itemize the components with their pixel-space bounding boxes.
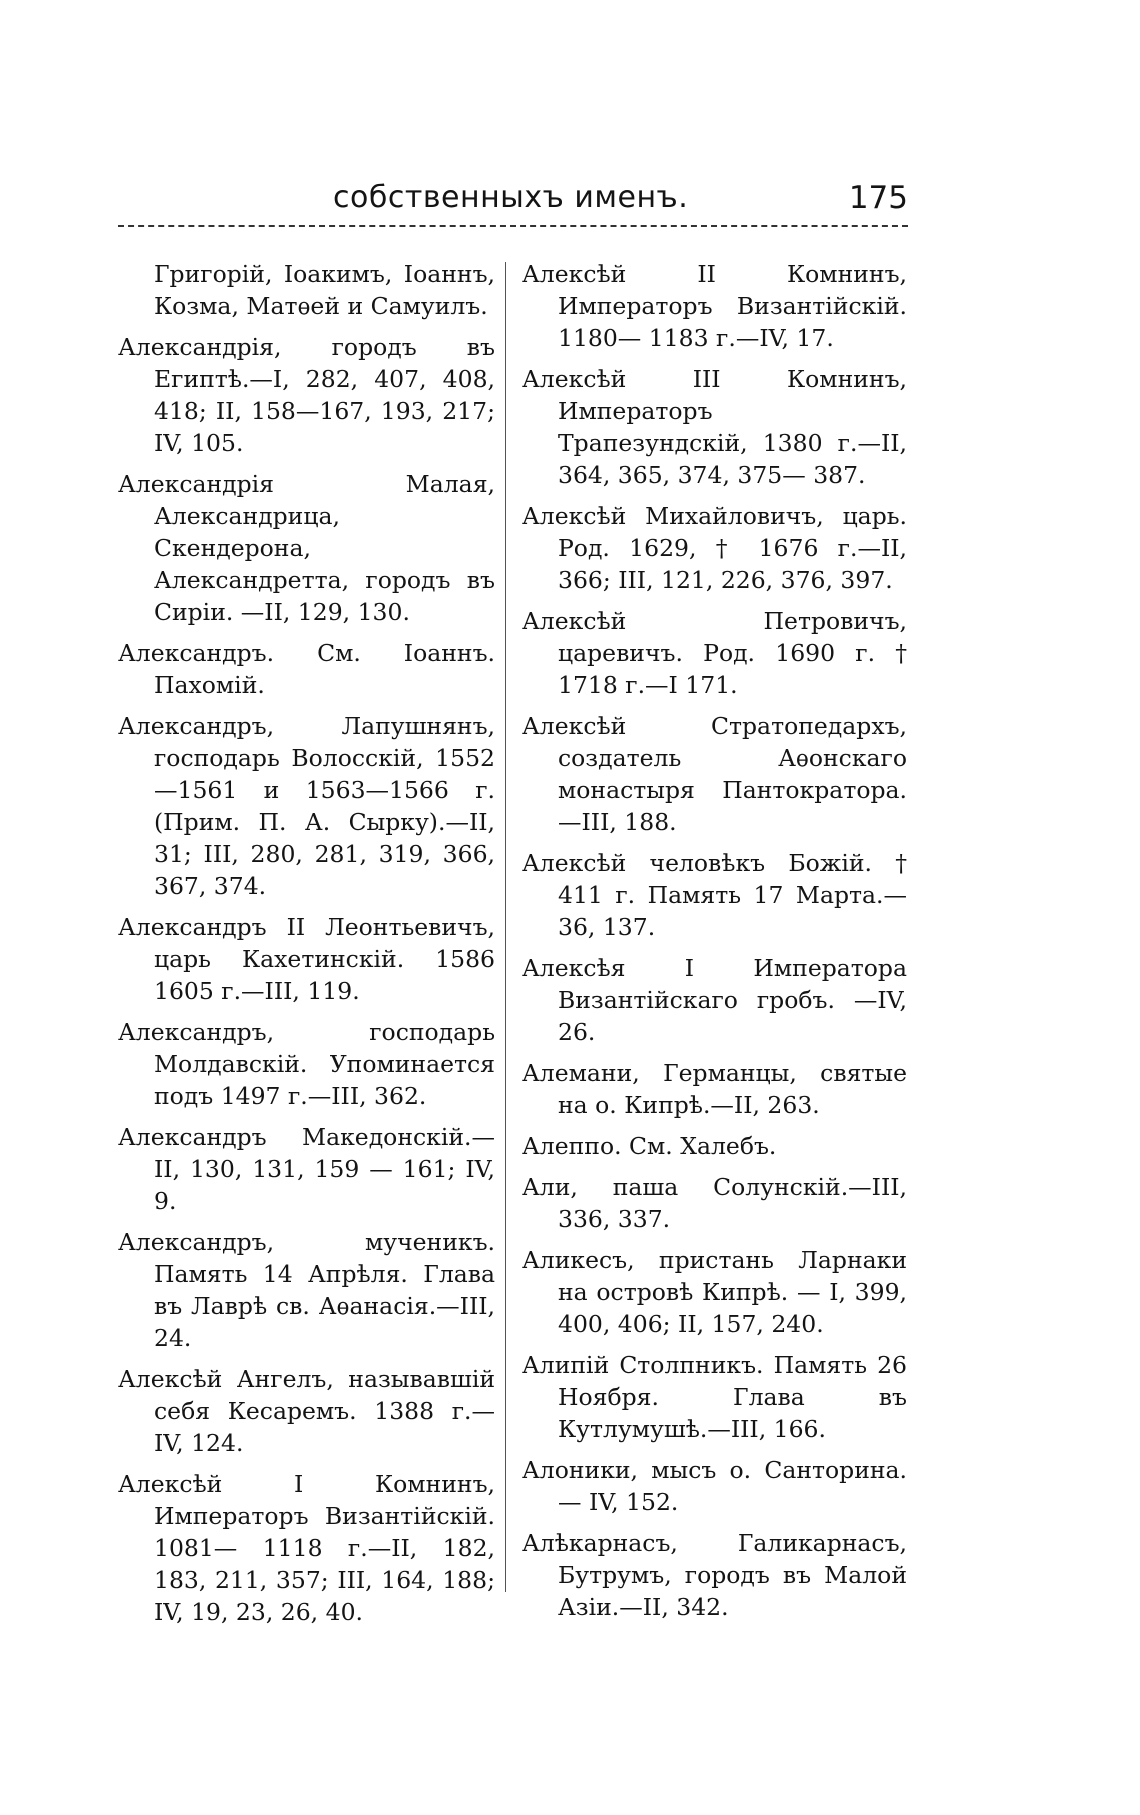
column-divider <box>505 262 506 1592</box>
index-entry: Алипій Столпникъ. Память 26 Ноября. Глава въ Кутлумушѣ.—III, 166. <box>522 1351 907 1443</box>
index-entry: Алексѣя I Императора Византійскаго гробъ. —IV, 26. <box>522 954 907 1046</box>
running-title: собственныхъ именъ. <box>333 180 689 215</box>
index-entry: Александръ, господарь Молдавскій. Упоминается подъ 1497 г.—III, 362. <box>118 1018 495 1110</box>
index-entry: Алексѣй I Комнинъ, Императоръ Византійскій. 1081— 1118 г.—II, 182, 183, 211, 357; III, 164, 188; IV, 19, 23, 26, 40. <box>118 1470 495 1626</box>
index-entry: Алексѣй III Комнинъ, Императоръ Трапезундскій, 1380 г.—II, 364, 365, 374, 375— 387. <box>522 365 907 489</box>
index-entry: Александръ, мученикъ. Память 14 Апрѣля. Глава въ Лаврѣ св. Аѳанасія.—III, 24. <box>118 1228 495 1352</box>
page-number: 175 <box>848 180 908 216</box>
index-entry: Александръ, Лапушнянъ, господарь Волосскій, 1552—1561 и 1563—1566 г. (Прим. П. А. Сырку).—II, 31; III, 280, 281, 319, 366, 367, 374. <box>118 712 495 900</box>
index-entry: Александръ. См. Іоаннъ. Пахомій. <box>118 639 495 699</box>
index-entry: Алемани, Германцы, святые на о. Кипрѣ.—II, 263. <box>522 1059 907 1119</box>
index-column-right <box>522 258 907 1632</box>
index-entry: Алексѣй II Комнинъ, Императоръ Византійскій. 1180— 1183 г.—IV, 17. <box>522 260 907 352</box>
index-entry: Александръ II Леонтьевичъ, царь Кахетинскій. 1586 1605 г.—III, 119. <box>118 913 495 1005</box>
index-entry: Алеппо. См. Халебъ. <box>522 1132 777 1160</box>
index-entry: Алоники, мысъ о. Санторина.— IV, 152. <box>522 1456 907 1516</box>
index-entry: Григорій, Іоакимъ, Іоаннъ, Козма, Матѳей и Самуилъ. <box>154 260 495 320</box>
index-entry: Александрія Малая, Александрица, Скендерона, Александретта, городъ въ Сиріи. —II, 129, 130. <box>118 470 495 626</box>
index-column-left <box>118 258 495 1637</box>
index-entry: Алѣкарнасъ, Галикарнасъ, Бутрумъ, городъ въ Малой Азіи.—II, 342. <box>522 1529 907 1621</box>
page-header <box>118 180 908 230</box>
index-entry: Али, паша Солунскій.—III, 336, 337. <box>522 1173 907 1233</box>
index-entry: Алексѣй Петровичъ, царевичъ. Род. 1690 г. † 1718 г.—I 171. <box>522 607 907 699</box>
index-entry: Алексѣй Михайловичъ, царь. Род. 1629, † 1676 г.—II, 366; III, 121, 226, 376, 397. <box>522 502 907 594</box>
index-entry: Алексѣй Стратопедархъ, создатель Аѳонскаго монастыря Пантократора.—III, 188. <box>522 712 907 836</box>
index-entry: Александръ Македонскій.— II, 130, 131, 159 — 161; IV, 9. <box>118 1123 495 1215</box>
index-entry: Алексѣй человѣкъ Божій. † 411 г. Память 17 Марта.—36, 137. <box>522 849 907 941</box>
index-entry: Александрія, городъ въ Египтѣ.—I, 282, 407, 408, 418; II, 158—167, 193, 217; IV, 105. <box>118 333 495 457</box>
header-rule <box>118 225 908 227</box>
index-entry: Алексѣй Ангелъ, называвшій себя Кесаремъ. 1388 г.— IV, 124. <box>118 1365 495 1457</box>
index-entry: Аликесъ, пристань Ларнаки на островѣ Кипрѣ. — I, 399, 400, 406; II, 157, 240. <box>522 1246 907 1338</box>
